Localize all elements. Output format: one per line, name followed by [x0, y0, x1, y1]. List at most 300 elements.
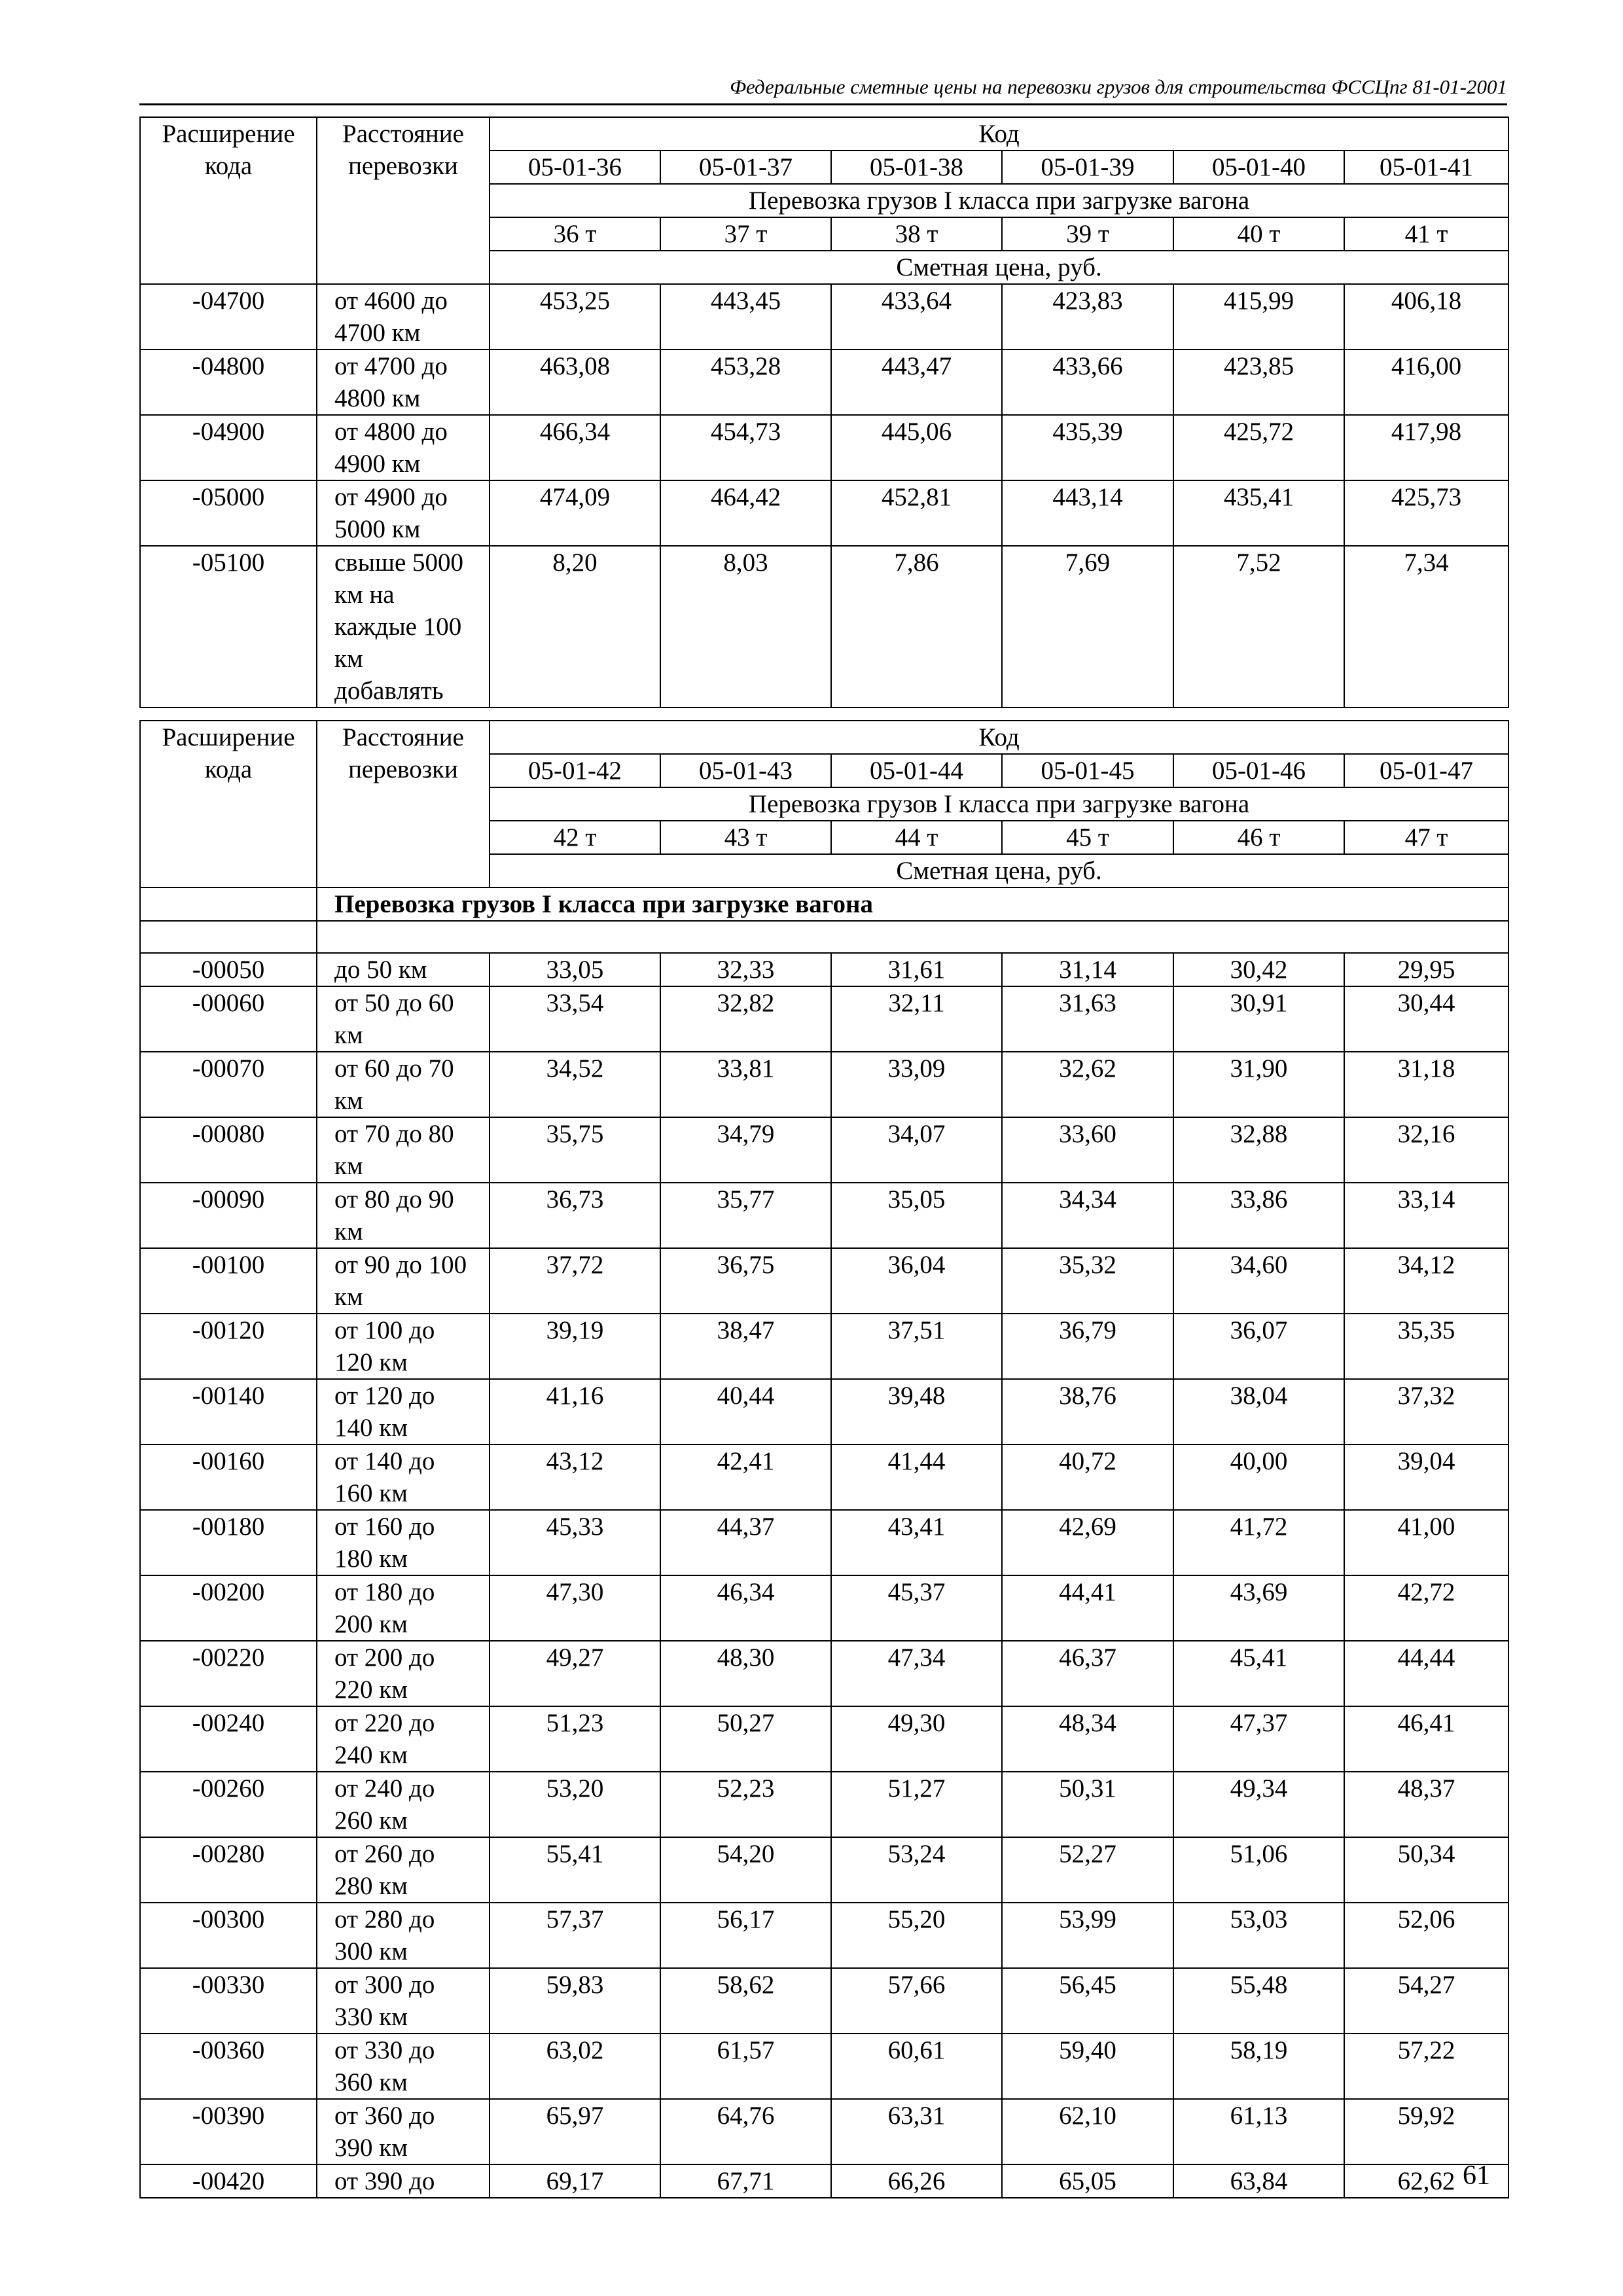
price-cell: 33,09 [831, 1052, 1002, 1117]
price-cell: 69,17 [490, 2164, 660, 2198]
price-cell: 53,24 [831, 1837, 1002, 1903]
price-cell: 62,10 [1002, 2099, 1173, 2164]
distance-cell [317, 1117, 490, 1183]
price-cell: 417,98 [1344, 415, 1508, 480]
distance-line: 160 км [334, 1479, 408, 1507]
blank-cell [140, 921, 317, 953]
dist-header: Расстояние перевозки [317, 721, 490, 888]
price-cell: 59,92 [1344, 2099, 1508, 2164]
distance-cell [317, 953, 490, 986]
price-cell: 41,00 [1344, 1510, 1508, 1575]
price-cell: 33,60 [1002, 1117, 1173, 1183]
price-cell: 43,12 [490, 1444, 660, 1510]
distance-cell [317, 1903, 490, 1968]
price-cell: 33,14 [1344, 1183, 1508, 1248]
distance-cell [317, 1314, 490, 1379]
price-cell: 39,48 [831, 1379, 1002, 1444]
price-cell: 474,09 [490, 480, 660, 546]
price-cell: 47,30 [490, 1575, 660, 1641]
price-cell: 443,45 [660, 284, 831, 350]
price-cell: 33,54 [490, 986, 660, 1052]
distance-cell [317, 415, 490, 480]
price-cell: 60,61 [831, 2034, 1002, 2099]
price-cell: 35,75 [490, 1117, 660, 1183]
code-extension: -00050 [140, 953, 317, 986]
price-cell: 43,41 [831, 1510, 1002, 1575]
table-row [140, 350, 1508, 415]
price-cell: 44,44 [1344, 1641, 1508, 1706]
transport-header: Перевозка грузов I класса при загрузке вагона [490, 184, 1508, 217]
price-cell: 64,76 [660, 2099, 831, 2164]
price-cell: 31,18 [1344, 1052, 1508, 1117]
distance-cell [317, 1248, 490, 1314]
price-cell: 7,52 [1173, 546, 1344, 708]
price-cell: 45,33 [490, 1510, 660, 1575]
price-cell: 40,72 [1002, 1444, 1173, 1510]
price-header: Сметная цена, руб. [490, 854, 1508, 888]
distance-line: от 220 до [334, 1709, 435, 1737]
distance-line: от 4900 до [334, 483, 448, 511]
price-cell: 55,48 [1173, 1968, 1344, 2034]
distance-line: от 160 до [334, 1513, 435, 1541]
table-row [140, 1510, 1508, 1575]
price-cell: 35,05 [831, 1183, 1002, 1248]
price-cell: 59,83 [490, 1968, 660, 2034]
price-cell: 406,18 [1344, 284, 1508, 350]
distance-cell [317, 1575, 490, 1641]
price-cell: 61,13 [1173, 2099, 1344, 2164]
distance-cell [317, 1772, 490, 1837]
distance-line: 330 км [334, 2003, 408, 2031]
code-extension: -00180 [140, 1510, 317, 1575]
table-row [140, 1706, 1508, 1772]
price-cell: 48,30 [660, 1641, 831, 1706]
code-extension: -00090 [140, 1183, 317, 1248]
price-cell: 35,32 [1002, 1248, 1173, 1314]
table2-head [140, 721, 1508, 953]
price-cell: 53,20 [490, 1772, 660, 1837]
table-row [140, 1183, 1508, 1248]
price-cell: 32,16 [1344, 1117, 1508, 1183]
price-cell: 423,85 [1173, 350, 1344, 415]
price-cell: 55,41 [490, 1837, 660, 1903]
price-table-2 [139, 720, 1509, 2198]
price-cell: 34,79 [660, 1117, 831, 1183]
distance-cell [317, 350, 490, 415]
price-cell: 40,44 [660, 1379, 831, 1444]
distance-line: добавлять [334, 677, 444, 705]
price-cell: 41,44 [831, 1444, 1002, 1510]
distance-line: 360 км [334, 2068, 408, 2096]
table-row [140, 1837, 1508, 1903]
price-cell: 453,28 [660, 350, 831, 415]
code-cell: 05-01-40 [1173, 151, 1344, 184]
price-cell: 58,62 [660, 1968, 831, 2034]
price-cell: 41,72 [1173, 1510, 1344, 1575]
price-cell: 62,62 [1344, 2164, 1508, 2198]
distance-line: км [334, 1021, 363, 1049]
price-cell: 454,73 [660, 415, 831, 480]
price-cell: 42,69 [1002, 1510, 1173, 1575]
transport-header: Перевозка грузов I класса при загрузке вагона [490, 787, 1508, 821]
price-cell: 32,82 [660, 986, 831, 1052]
price-cell: 36,79 [1002, 1314, 1173, 1379]
code-extension: -04700 [140, 284, 317, 350]
price-cell: 47,37 [1173, 1706, 1344, 1772]
distance-line: 280 км [334, 1872, 408, 1900]
price-cell: 433,66 [1002, 350, 1173, 415]
price-cell: 57,66 [831, 1968, 1002, 2034]
price-cell: 46,41 [1344, 1706, 1508, 1772]
code-extension: -00300 [140, 1903, 317, 1968]
price-cell: 57,37 [490, 1903, 660, 1968]
running-header: Федеральные сметные цены на перевозки грузов для строительства ФССЦпг 81-01-2001 [139, 71, 1507, 105]
price-cell: 35,35 [1344, 1314, 1508, 1379]
code-cell: 05-01-41 [1344, 151, 1508, 184]
price-cell: 61,57 [660, 2034, 831, 2099]
distance-line: км [334, 1152, 363, 1180]
price-cell: 36,73 [490, 1183, 660, 1248]
table-row [140, 480, 1508, 546]
page-number: 61 [1463, 2161, 1490, 2191]
price-cell: 42,41 [660, 1444, 831, 1510]
table1-head [140, 117, 1508, 284]
distance-line: 180 км [334, 1545, 408, 1573]
ton-cell: 38 т [831, 217, 1002, 251]
price-cell: 43,69 [1173, 1575, 1344, 1641]
code-extension: -05100 [140, 546, 317, 708]
price-cell: 67,71 [660, 2164, 831, 2198]
distance-line: 260 км [334, 1806, 408, 1835]
distance-cell [317, 1968, 490, 2034]
distance-line: от 260 до [334, 1840, 435, 1868]
price-cell: 53,99 [1002, 1903, 1173, 1968]
price-cell: 39,04 [1344, 1444, 1508, 1510]
ext-header: Расширение кода [140, 721, 317, 888]
price-header: Сметная цена, руб. [490, 251, 1508, 284]
distance-line: от 120 до [334, 1382, 435, 1410]
distance-cell [317, 1510, 490, 1575]
ton-cell: 42 т [490, 821, 660, 854]
price-cell: 34,60 [1173, 1248, 1344, 1314]
price-cell: 48,34 [1002, 1706, 1173, 1772]
distance-line: от 4600 до [334, 287, 448, 315]
table-row [140, 1903, 1508, 1968]
table-row [140, 1444, 1508, 1510]
price-cell: 30,44 [1344, 986, 1508, 1052]
code-extension: -00080 [140, 1117, 317, 1183]
distance-line: 240 км [334, 1741, 408, 1769]
table-row [140, 2034, 1508, 2099]
ton-cell: 43 т [660, 821, 831, 854]
price-cell: 50,27 [660, 1706, 831, 1772]
code-extension: -00390 [140, 2099, 317, 2164]
code-extension: -04900 [140, 415, 317, 480]
distance-line: от 4800 до [334, 418, 448, 446]
distance-line: 120 км [334, 1348, 408, 1376]
code-cell: 05-01-44 [831, 754, 1002, 787]
distance-cell [317, 1444, 490, 1510]
code-extension: -00260 [140, 1772, 317, 1837]
code-extension: -00330 [140, 1968, 317, 2034]
code-extension: -00120 [140, 1314, 317, 1379]
price-cell: 63,31 [831, 2099, 1002, 2164]
code-extension: -00280 [140, 1837, 317, 1903]
ext-header: Расширение кода [140, 117, 317, 284]
price-cell: 46,34 [660, 1575, 831, 1641]
price-cell: 34,52 [490, 1052, 660, 1117]
price-cell: 464,42 [660, 480, 831, 546]
price-cell: 49,30 [831, 1706, 1002, 1772]
price-cell: 37,72 [490, 1248, 660, 1314]
price-cell: 8,20 [490, 546, 660, 708]
ton-cell: 45 т [1002, 821, 1173, 854]
code-extension: -00360 [140, 2034, 317, 2099]
code-extension: -00140 [140, 1379, 317, 1444]
price-cell: 443,47 [831, 350, 1002, 415]
distance-line: 5000 км [334, 515, 421, 543]
code-cell: 05-01-43 [660, 754, 831, 787]
price-cell: 32,88 [1173, 1117, 1344, 1183]
distance-line: от 200 до [334, 1643, 435, 1672]
table-row [140, 546, 1508, 708]
table-row [140, 1248, 1508, 1314]
price-cell: 38,04 [1173, 1379, 1344, 1444]
distance-cell [317, 986, 490, 1052]
price-cell: 435,41 [1173, 480, 1344, 546]
price-cell: 44,41 [1002, 1575, 1173, 1641]
code-cell: 05-01-39 [1002, 151, 1173, 184]
price-cell: 44,37 [660, 1510, 831, 1575]
table-row [140, 1052, 1508, 1117]
distance-cell [317, 2164, 490, 2198]
price-cell: 453,25 [490, 284, 660, 350]
price-cell: 7,69 [1002, 546, 1173, 708]
price-cell: 33,05 [490, 953, 660, 986]
price-cell: 47,34 [831, 1641, 1002, 1706]
table-row [140, 2099, 1508, 2164]
price-cell: 31,90 [1173, 1052, 1344, 1117]
distance-line: км на [334, 581, 395, 609]
code-extension: -00220 [140, 1641, 317, 1706]
distance-line: км [334, 645, 363, 673]
price-cell: 36,07 [1173, 1314, 1344, 1379]
distance-line: от 390 до [334, 2167, 435, 2195]
table-row [140, 415, 1508, 480]
price-cell: 52,06 [1344, 1903, 1508, 1968]
kod-header: Код [490, 117, 1508, 151]
code-cell: 05-01-42 [490, 754, 660, 787]
price-cell: 51,27 [831, 1772, 1002, 1837]
price-cell: 56,17 [660, 1903, 831, 1968]
table2-body [140, 953, 1508, 2198]
distance-line: 300 км [334, 1937, 408, 1965]
distance-cell [317, 2099, 490, 2164]
distance-line: от 280 до [334, 1905, 435, 1933]
code-extension: -00060 [140, 986, 317, 1052]
distance-line: от 240 до [334, 1774, 435, 1803]
price-cell: 65,05 [1002, 2164, 1173, 2198]
price-cell: 55,20 [831, 1903, 1002, 1968]
price-cell: 33,81 [660, 1052, 831, 1117]
distance-line: 140 км [334, 1414, 408, 1442]
price-cell: 425,72 [1173, 415, 1344, 480]
price-cell: 42,72 [1344, 1575, 1508, 1641]
price-cell: 59,40 [1002, 2034, 1173, 2099]
price-cell: 63,84 [1173, 2164, 1344, 2198]
code-extension: -00240 [140, 1706, 317, 1772]
code-extension: -00160 [140, 1444, 317, 1510]
distance-line: от 60 до 70 [334, 1054, 454, 1083]
price-table-1 [139, 117, 1509, 708]
price-cell: 35,77 [660, 1183, 831, 1248]
price-cell: 34,34 [1002, 1183, 1173, 1248]
distance-line: от 50 до 60 [334, 989, 454, 1017]
price-cell: 37,51 [831, 1314, 1002, 1379]
price-cell: 45,41 [1173, 1641, 1344, 1706]
table-row [140, 1575, 1508, 1641]
price-cell: 54,20 [660, 1837, 831, 1903]
table-row [140, 1314, 1508, 1379]
distance-cell [317, 2034, 490, 2099]
ton-cell: 41 т [1344, 217, 1508, 251]
distance-line: до 50 км [334, 956, 427, 984]
price-cell: 41,16 [490, 1379, 660, 1444]
price-cell: 66,26 [831, 2164, 1002, 2198]
price-cell: 57,22 [1344, 2034, 1508, 2099]
price-cell: 32,62 [1002, 1052, 1173, 1117]
price-cell: 416,00 [1344, 350, 1508, 415]
blank-cell [317, 921, 1508, 953]
code-cell: 05-01-36 [490, 151, 660, 184]
price-cell: 51,23 [490, 1706, 660, 1772]
kod-header: Код [490, 721, 1508, 754]
code-extension: -00070 [140, 1052, 317, 1117]
table-row [140, 1641, 1508, 1706]
price-cell: 433,64 [831, 284, 1002, 350]
price-cell: 31,63 [1002, 986, 1173, 1052]
distance-cell [317, 1641, 490, 1706]
distance-cell [317, 284, 490, 350]
price-cell: 49,34 [1173, 1772, 1344, 1837]
price-cell: 34,07 [831, 1117, 1002, 1183]
price-cell: 29,95 [1344, 953, 1508, 986]
table-row [140, 1968, 1508, 2034]
ton-cell: 40 т [1173, 217, 1344, 251]
price-cell: 56,45 [1002, 1968, 1173, 2034]
price-cell: 37,32 [1344, 1379, 1508, 1444]
ton-cell: 46 т [1173, 821, 1344, 854]
distance-line: от 70 до 80 [334, 1120, 454, 1148]
table1-body [140, 284, 1508, 708]
distance-line: от 360 до [334, 2102, 435, 2130]
distance-line: от 300 до [334, 1971, 435, 1999]
distance-line: 4700 км [334, 319, 421, 347]
price-cell: 38,47 [660, 1314, 831, 1379]
table-row [140, 284, 1508, 350]
price-cell: 425,73 [1344, 480, 1508, 546]
dist-header: Расстояние перевозки [317, 117, 490, 284]
price-cell: 443,14 [1002, 480, 1173, 546]
ton-cell: 37 т [660, 217, 831, 251]
price-cell: 30,91 [1173, 986, 1344, 1052]
section-title: Перевозка грузов I класса при загрузке вагона [317, 888, 1508, 921]
distance-line: 4800 км [334, 384, 421, 412]
code-cell: 05-01-46 [1173, 754, 1344, 787]
price-cell: 463,08 [490, 350, 660, 415]
price-cell: 452,81 [831, 480, 1002, 546]
distance-line: свыше 5000 [334, 548, 464, 577]
code-extension: -00200 [140, 1575, 317, 1641]
distance-line: 4900 км [334, 450, 421, 478]
distance-line: каждые 100 [334, 613, 462, 641]
price-cell: 7,86 [831, 546, 1002, 708]
distance-cell [317, 1379, 490, 1444]
code-extension: -00100 [140, 1248, 317, 1314]
price-cell: 8,03 [660, 546, 831, 708]
price-cell: 38,76 [1002, 1379, 1173, 1444]
price-cell: 53,03 [1173, 1903, 1344, 1968]
price-cell: 45,37 [831, 1575, 1002, 1641]
price-cell: 36,04 [831, 1248, 1002, 1314]
distance-line: от 80 до 90 [334, 1185, 454, 1213]
table-row [140, 953, 1508, 986]
code-extension: -04800 [140, 350, 317, 415]
table-row [140, 2164, 1508, 2198]
ton-cell: 36 т [490, 217, 660, 251]
distance-line: 390 км [334, 2134, 408, 2162]
distance-cell [317, 1183, 490, 1248]
code-cell: 05-01-38 [831, 151, 1002, 184]
distance-cell [317, 1052, 490, 1117]
price-cell: 51,06 [1173, 1837, 1344, 1903]
ton-cell: 47 т [1344, 821, 1508, 854]
price-cell: 34,12 [1344, 1248, 1508, 1314]
price-cell: 40,00 [1173, 1444, 1344, 1510]
price-cell: 435,39 [1002, 415, 1173, 480]
price-cell: 423,83 [1002, 284, 1173, 350]
code-extension: -00420 [140, 2164, 317, 2198]
price-cell: 33,86 [1173, 1183, 1344, 1248]
price-cell: 49,27 [490, 1641, 660, 1706]
distance-line: км [334, 1086, 363, 1115]
distance-line: от 330 до [334, 2036, 435, 2064]
price-cell: 46,37 [1002, 1641, 1173, 1706]
distance-cell [317, 480, 490, 546]
code-extension: -05000 [140, 480, 317, 546]
price-cell: 31,14 [1002, 953, 1173, 986]
table-row [140, 986, 1508, 1052]
distance-line: км [334, 1283, 363, 1311]
code-cell: 05-01-37 [660, 151, 831, 184]
table-row [140, 1379, 1508, 1444]
price-cell: 50,34 [1344, 1837, 1508, 1903]
price-cell: 7,34 [1344, 546, 1508, 708]
price-cell: 32,11 [831, 986, 1002, 1052]
distance-line: от 140 до [334, 1447, 435, 1475]
distance-cell [317, 1837, 490, 1903]
price-cell: 52,23 [660, 1772, 831, 1837]
price-cell: 65,97 [490, 2099, 660, 2164]
table-row [140, 1117, 1508, 1183]
price-cell: 32,33 [660, 953, 831, 986]
price-cell: 48,37 [1344, 1772, 1508, 1837]
distance-line: от 100 до [334, 1316, 435, 1344]
blank-cell [140, 888, 317, 921]
price-cell: 52,27 [1002, 1837, 1173, 1903]
distance-line: 220 км [334, 1676, 408, 1704]
ton-cell: 44 т [831, 821, 1002, 854]
